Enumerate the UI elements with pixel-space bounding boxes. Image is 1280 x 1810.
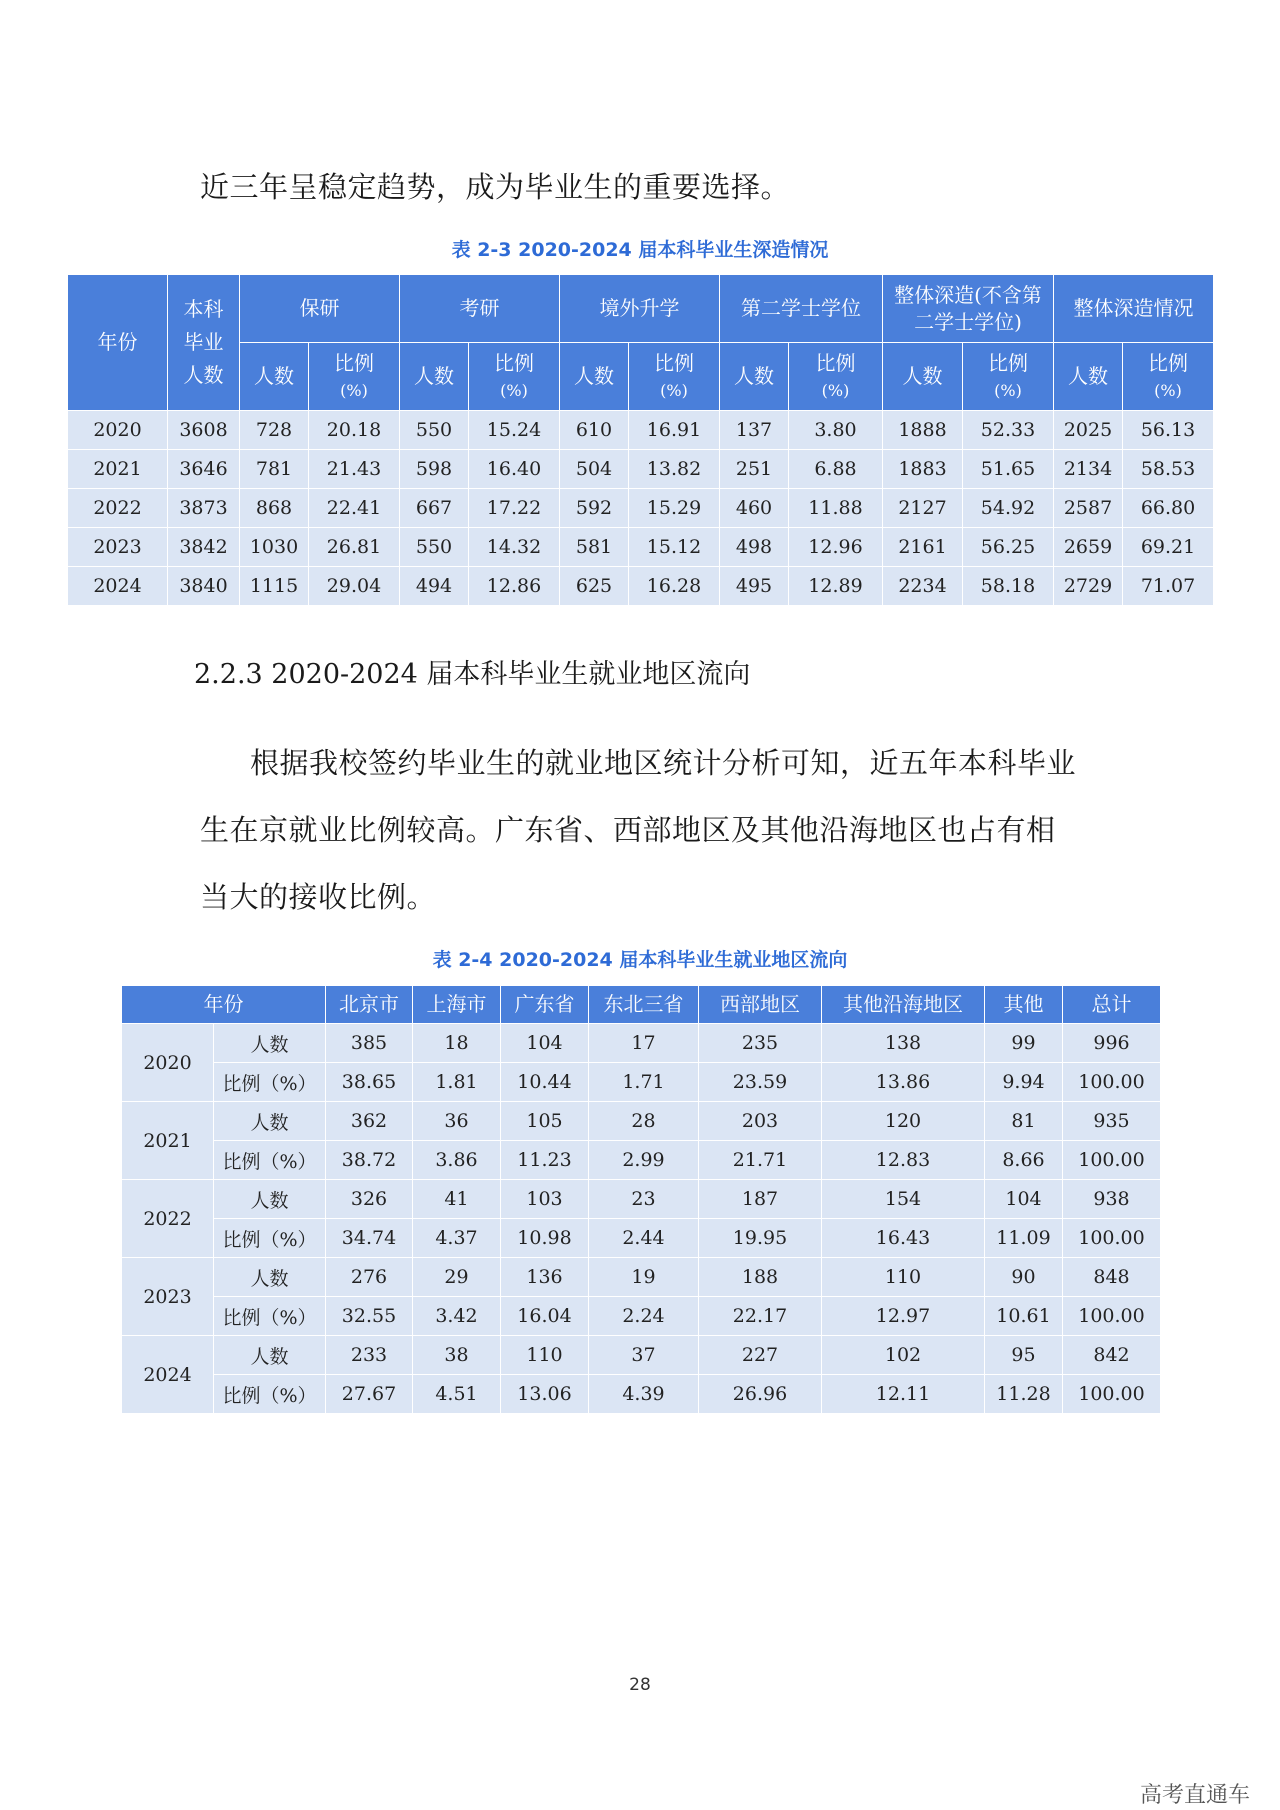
row-label-ratio: 比例（%） (214, 1219, 326, 1258)
table-cell: 12.89 (789, 567, 883, 606)
table-cell: 2587 (1054, 489, 1123, 528)
table-cell: 598 (400, 450, 469, 489)
page-number: 28 (629, 1675, 651, 1695)
header-group: 考研 (400, 275, 560, 343)
table-cell: 17 (589, 1024, 699, 1063)
table-cell: 938 (1063, 1180, 1161, 1219)
table-cell: 137 (720, 411, 789, 450)
header-grads: 本科毕业人数 (168, 275, 240, 411)
table-cell: 27.67 (326, 1375, 413, 1414)
table-cell: 2.24 (589, 1297, 699, 1336)
subheader-count: 人数 (883, 343, 963, 411)
table-cell: 90 (985, 1258, 1063, 1297)
table-cell: 2127 (883, 489, 963, 528)
table-cell: 15.12 (629, 528, 720, 567)
table-cell: 22.41 (309, 489, 400, 528)
table-cell: 16.43 (822, 1219, 985, 1258)
subheader-ratio-unit: (%) (500, 380, 528, 400)
table-cell: 16.28 (629, 567, 720, 606)
table-cell: 1888 (883, 411, 963, 450)
graduate-study-table (67, 274, 1214, 606)
table-cell: 3646 (168, 450, 240, 489)
table-cell: 276 (326, 1258, 413, 1297)
table-cell: 4.39 (589, 1375, 699, 1414)
table-cell: 22.17 (699, 1297, 822, 1336)
paragraph-line-3: 当大的接收比例。 (200, 880, 437, 914)
table-cell: 19 (589, 1258, 699, 1297)
subheader-count: 人数 (400, 343, 469, 411)
row-label-count: 人数 (214, 1102, 326, 1141)
table-cell: 2234 (883, 567, 963, 606)
paragraph-line-1: 根据我校签约毕业生的就业地区统计分析可知，近五年本科毕业 (250, 746, 1077, 780)
table-cell: 100.00 (1063, 1063, 1161, 1102)
table-cell: 188 (699, 1258, 822, 1297)
table-cell: 10.44 (501, 1063, 589, 1102)
table-cell: 56.13 (1123, 411, 1214, 450)
year-cell: 2022 (122, 1180, 214, 1258)
table-row (122, 1141, 1161, 1180)
table-cell: 12.96 (789, 528, 883, 567)
table-cell: 100.00 (1063, 1219, 1161, 1258)
table-cell: 10.61 (985, 1297, 1063, 1336)
table-cell: 26.81 (309, 528, 400, 567)
table-cell: 1.81 (413, 1063, 501, 1102)
table-cell: 100.00 (1063, 1141, 1161, 1180)
table-cell: 13.86 (822, 1063, 985, 1102)
table-cell: 227 (699, 1336, 822, 1375)
table-cell: 8.66 (985, 1141, 1063, 1180)
table-cell: 51.65 (963, 450, 1054, 489)
table-cell: 103 (501, 1180, 589, 1219)
table-cell: 550 (400, 411, 469, 450)
subheader-ratio-label: 比例 (494, 350, 534, 375)
header-group: 保研 (240, 275, 400, 343)
table-cell: 23.59 (699, 1063, 822, 1102)
table-cell: 17.22 (469, 489, 560, 528)
table-cell: 38.65 (326, 1063, 413, 1102)
subheader-ratio (789, 343, 883, 411)
table-cell: 1030 (240, 528, 309, 567)
table2-caption: 表 2-4 2020-2024 届本科毕业生就业地区流向 (432, 949, 848, 971)
table-cell: 203 (699, 1102, 822, 1141)
subheader-ratio-label: 比例 (654, 350, 694, 375)
table-cell: 12.86 (469, 567, 560, 606)
table-cell: 935 (1063, 1102, 1161, 1141)
table-cell: 21.43 (309, 450, 400, 489)
header-group: 境外升学 (560, 275, 720, 343)
table-cell: 581 (560, 528, 629, 567)
table-cell: 3.42 (413, 1297, 501, 1336)
table-cell: 3840 (168, 567, 240, 606)
header-region: 其他沿海地区 (822, 986, 985, 1024)
table-cell: 15.24 (469, 411, 560, 450)
table1-caption: 表 2-3 2020-2024 届本科毕业生深造情况 (451, 239, 829, 261)
table-cell: 56.25 (963, 528, 1054, 567)
header-group: 整体深造(不含第二学士学位) (883, 275, 1054, 343)
subheader-ratio (309, 343, 400, 411)
subheader-ratio-label: 比例 (988, 350, 1028, 375)
table-row (68, 528, 1214, 567)
table-cell: 10.98 (501, 1219, 589, 1258)
table-row (122, 1180, 1161, 1219)
table-cell: 2.99 (589, 1141, 699, 1180)
subheader-ratio (629, 343, 720, 411)
row-label-ratio: 比例（%） (214, 1063, 326, 1102)
table-cell: 13.82 (629, 450, 720, 489)
table-cell: 2021 (68, 450, 168, 489)
table-cell: 37 (589, 1336, 699, 1375)
subheader-ratio-label: 比例 (815, 350, 856, 375)
table-cell: 120 (822, 1102, 985, 1141)
row-label-ratio: 比例（%） (214, 1141, 326, 1180)
table-cell: 13.06 (501, 1375, 589, 1414)
table-cell: 100.00 (1063, 1297, 1161, 1336)
year-cell: 2021 (122, 1102, 214, 1180)
table-cell: 15.29 (629, 489, 720, 528)
table-cell: 610 (560, 411, 629, 450)
table-cell: 58.18 (963, 567, 1054, 606)
table-cell: 235 (699, 1024, 822, 1063)
table-cell: 385 (326, 1024, 413, 1063)
table-cell: 16.04 (501, 1297, 589, 1336)
year-cell: 2024 (122, 1336, 214, 1414)
table-cell: 2022 (68, 489, 168, 528)
table-cell: 3873 (168, 489, 240, 528)
table-cell: 104 (501, 1024, 589, 1063)
subheader-ratio (1123, 343, 1214, 411)
row-label-count: 人数 (214, 1180, 326, 1219)
table-cell: 102 (822, 1336, 985, 1375)
table-cell: 14.32 (469, 528, 560, 567)
table-cell: 625 (560, 567, 629, 606)
table-row (122, 1219, 1161, 1258)
table-cell: 3.80 (789, 411, 883, 450)
intro-line: 近三年呈稳定趋势，成为毕业生的重要选择。 (200, 170, 791, 204)
table-cell: 460 (720, 489, 789, 528)
table-cell: 99 (985, 1024, 1063, 1063)
table-cell: 36 (413, 1102, 501, 1141)
subheader-ratio-unit: (%) (340, 380, 368, 400)
subheader-count: 人数 (560, 343, 629, 411)
table-cell: 2161 (883, 528, 963, 567)
table-cell: 38.72 (326, 1141, 413, 1180)
table-cell: 4.51 (413, 1375, 501, 1414)
table-row (68, 411, 1214, 450)
table-cell: 136 (501, 1258, 589, 1297)
table-cell: 52.33 (963, 411, 1054, 450)
header-region: 东北三省 (589, 986, 699, 1024)
table-cell: 9.94 (985, 1063, 1063, 1102)
table-cell: 81 (985, 1102, 1063, 1141)
table-cell: 494 (400, 567, 469, 606)
table-cell: 66.80 (1123, 489, 1214, 528)
table-cell: 550 (400, 528, 469, 567)
table-cell: 2025 (1054, 411, 1123, 450)
table-row (68, 450, 1214, 489)
table-row (122, 1375, 1161, 1414)
table-cell: 34.74 (326, 1219, 413, 1258)
header-region: 西部地区 (699, 986, 822, 1024)
header-group: 整体深造情况 (1054, 275, 1214, 343)
row-label-ratio: 比例（%） (214, 1297, 326, 1336)
table-cell: 187 (699, 1180, 822, 1219)
table-cell: 105 (501, 1102, 589, 1141)
table-cell: 3842 (168, 528, 240, 567)
table-cell: 26.96 (699, 1375, 822, 1414)
table-cell: 2020 (68, 411, 168, 450)
header-region: 总计 (1063, 986, 1161, 1024)
subheader-ratio-unit: (%) (1154, 380, 1182, 400)
table-row (122, 1336, 1161, 1375)
table-cell: 12.83 (822, 1141, 985, 1180)
table-cell: 848 (1063, 1258, 1161, 1297)
table-row (68, 489, 1214, 528)
employment-region-table (121, 985, 1161, 1414)
table-cell: 110 (501, 1336, 589, 1375)
header-year: 年份 (122, 986, 326, 1024)
table-cell: 69.21 (1123, 528, 1214, 567)
table-cell: 6.88 (789, 450, 883, 489)
table-cell: 12.11 (822, 1375, 985, 1414)
table-cell: 23 (589, 1180, 699, 1219)
table-cell: 1115 (240, 567, 309, 606)
table-cell: 868 (240, 489, 309, 528)
table-cell: 138 (822, 1024, 985, 1063)
subheader-ratio-unit: (%) (994, 380, 1022, 400)
table-cell: 504 (560, 450, 629, 489)
section-heading: 2.2.3 2020-2024 届本科毕业生就业地区流向 (194, 659, 751, 690)
table-cell: 29.04 (309, 567, 400, 606)
table-cell: 2023 (68, 528, 168, 567)
table-cell: 1883 (883, 450, 963, 489)
table-cell: 54.92 (963, 489, 1054, 528)
table-row (122, 1024, 1161, 1063)
table-cell: 3608 (168, 411, 240, 450)
table-cell: 2659 (1054, 528, 1123, 567)
subheader-count: 人数 (240, 343, 309, 411)
table-cell: 19.95 (699, 1219, 822, 1258)
table-row (122, 1063, 1161, 1102)
subheader-count: 人数 (720, 343, 789, 411)
table-cell: 71.07 (1123, 567, 1214, 606)
row-label-count: 人数 (214, 1258, 326, 1297)
header-year: 年份 (68, 275, 168, 411)
header-group: 第二学士学位 (720, 275, 883, 343)
subheader-ratio-label: 比例 (334, 350, 374, 375)
table-cell: 104 (985, 1180, 1063, 1219)
subheader-ratio-label: 比例 (1148, 350, 1189, 375)
table-cell: 592 (560, 489, 629, 528)
table-row (122, 1102, 1161, 1141)
subheader-count: 人数 (1054, 343, 1123, 411)
table-cell: 842 (1063, 1336, 1161, 1375)
table-cell: 2134 (1054, 450, 1123, 489)
table-cell: 58.53 (1123, 450, 1214, 489)
table-cell: 11.23 (501, 1141, 589, 1180)
table-cell: 18 (413, 1024, 501, 1063)
table-cell: 996 (1063, 1024, 1161, 1063)
table-cell: 32.55 (326, 1297, 413, 1336)
subheader-ratio (469, 343, 560, 411)
header-region: 广东省 (501, 986, 589, 1024)
table-cell: 29 (413, 1258, 501, 1297)
table-row (122, 1258, 1161, 1297)
table-row (68, 567, 1214, 606)
table-cell: 95 (985, 1336, 1063, 1375)
table-cell: 21.71 (699, 1141, 822, 1180)
table-cell: 728 (240, 411, 309, 450)
table-cell: 251 (720, 450, 789, 489)
table-cell: 2729 (1054, 567, 1123, 606)
table-cell: 154 (822, 1180, 985, 1219)
table-cell: 41 (413, 1180, 501, 1219)
row-label-count: 人数 (214, 1024, 326, 1063)
header-region: 上海市 (413, 986, 501, 1024)
table-cell: 362 (326, 1102, 413, 1141)
table-cell: 326 (326, 1180, 413, 1219)
year-cell: 2020 (122, 1024, 214, 1102)
table-cell: 38 (413, 1336, 501, 1375)
table-cell: 11.28 (985, 1375, 1063, 1414)
table-cell: 11.88 (789, 489, 883, 528)
table-cell: 2024 (68, 567, 168, 606)
table-cell: 2.44 (589, 1219, 699, 1258)
table-cell: 28 (589, 1102, 699, 1141)
table-cell: 11.09 (985, 1219, 1063, 1258)
paragraph-line-2: 生在京就业比例较高。广东省、西部地区及其他沿海地区也占有相 (200, 813, 1056, 847)
table-cell: 498 (720, 528, 789, 567)
table-cell: 1.71 (589, 1063, 699, 1102)
table-cell: 16.40 (469, 450, 560, 489)
table-cell: 20.18 (309, 411, 400, 450)
table-cell: 110 (822, 1258, 985, 1297)
subheader-ratio-unit: (%) (660, 380, 688, 400)
table-cell: 100.00 (1063, 1375, 1161, 1414)
year-cell: 2023 (122, 1258, 214, 1336)
table-cell: 667 (400, 489, 469, 528)
table-row (122, 1297, 1161, 1336)
table-cell: 3.86 (413, 1141, 501, 1180)
table-cell: 12.97 (822, 1297, 985, 1336)
watermark: 高考直通车 (1139, 1783, 1250, 1808)
table-cell: 495 (720, 567, 789, 606)
table-cell: 16.91 (629, 411, 720, 450)
table-cell: 781 (240, 450, 309, 489)
row-label-count: 人数 (214, 1336, 326, 1375)
subheader-ratio (963, 343, 1054, 411)
header-region: 其他 (985, 986, 1063, 1024)
table-cell: 4.37 (413, 1219, 501, 1258)
row-label-ratio: 比例（%） (214, 1375, 326, 1414)
subheader-ratio-unit: (%) (821, 380, 850, 400)
table-cell: 233 (326, 1336, 413, 1375)
header-region: 北京市 (326, 986, 413, 1024)
